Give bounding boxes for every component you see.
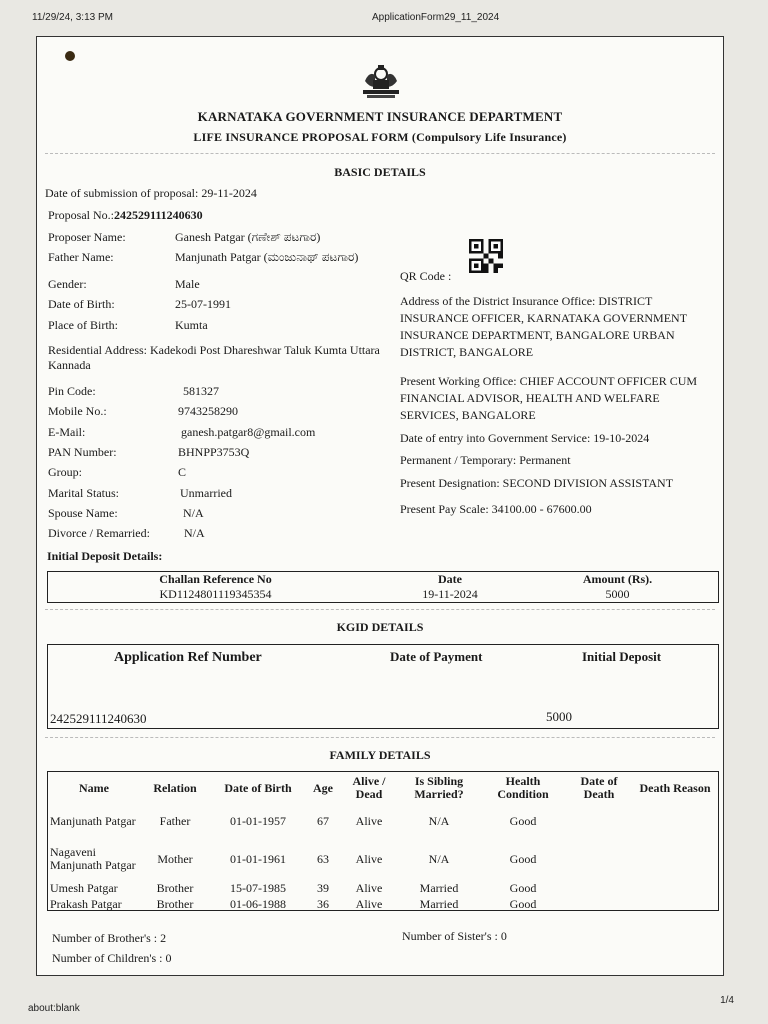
cell-name: Manjunath Patgar bbox=[50, 813, 136, 828]
divorce-label: Divorce / Remarried: bbox=[48, 526, 150, 540]
employment-type: Permanent / Temporary: Permanent bbox=[400, 453, 571, 467]
pan-label: PAN Number: bbox=[48, 445, 117, 459]
basic-details-heading: BASIC DETAILS bbox=[334, 165, 426, 179]
children-count: Number of Children's : 0 bbox=[52, 951, 172, 965]
date-value: 19-11-2024 bbox=[422, 587, 478, 601]
proposal-number-row bbox=[48, 208, 203, 223]
email-label: E-Mail: bbox=[48, 425, 86, 439]
email-value: ganesh.patgar8@gmail.com bbox=[181, 425, 316, 439]
cell-dob: 01-06-1988 bbox=[230, 896, 286, 911]
challan-header: Challan Reference No bbox=[159, 572, 272, 586]
dob-value: 25-07-1991 bbox=[175, 297, 231, 311]
residential-value: Kadekodi Post Dhareshwar Taluk Kumta Uttara Kannada bbox=[48, 343, 380, 372]
print-datetime: 11/29/24, 3:13 PM bbox=[32, 12, 113, 23]
cell-married: Married bbox=[419, 880, 459, 895]
sisters-count: Number of Sister's : 0 bbox=[402, 929, 507, 943]
qr-code-icon bbox=[469, 239, 503, 273]
cell-alive: Alive bbox=[355, 880, 383, 895]
table-row bbox=[48, 896, 718, 912]
cell-alive: Alive bbox=[355, 813, 383, 828]
service-entry-date: Date of entry into Government Service: 19-10-2024 bbox=[400, 431, 650, 445]
kgid-ref-value: 242529111240630 bbox=[50, 711, 147, 726]
district-office-address: Address of the District Insurance Office: DISTRICT INSURANCE OFFICER, KARNATAKA GOVERNMENT INSURANCE DEPARTMENT, BANGALORE URBAN DISTRICT, BANGALORE bbox=[400, 294, 687, 359]
divider bbox=[45, 737, 715, 738]
divorce-value: N/A bbox=[184, 526, 205, 540]
col-death-reason: Death Reason bbox=[639, 780, 711, 795]
cell-age: 67 bbox=[317, 813, 329, 828]
initial-deposit-heading: Initial Deposit Details: bbox=[47, 549, 163, 563]
cell-death-date bbox=[566, 896, 632, 912]
marital-label: Marital Status: bbox=[48, 486, 119, 500]
marital-value: Unmarried bbox=[180, 486, 232, 500]
brothers-count: Number of Brother's : 2 bbox=[52, 931, 167, 945]
proposal-label: Proposal No.: bbox=[48, 208, 114, 222]
form-title: LIFE INSURANCE PROPOSAL FORM (Compulsory Life Insurance) bbox=[193, 130, 567, 144]
gender-value: Male bbox=[175, 277, 200, 291]
cell-relation: Brother bbox=[156, 880, 194, 895]
col-age: Age bbox=[313, 780, 333, 795]
cell-relation: Mother bbox=[157, 851, 193, 866]
col-dob: Date of Birth bbox=[224, 780, 292, 795]
cell-death-reason bbox=[632, 880, 718, 896]
col-relation: Relation bbox=[153, 780, 197, 795]
kgid-ref-header: Application Ref Number bbox=[114, 650, 262, 665]
cell-married: Married bbox=[419, 896, 459, 911]
submission-value: 29-11-2024 bbox=[201, 186, 257, 200]
date-header: Date bbox=[438, 572, 462, 586]
gender-label: Gender: bbox=[48, 277, 87, 291]
table-row bbox=[48, 880, 718, 896]
family-heading: FAMILY DETAILS bbox=[329, 748, 431, 762]
cell-health: Good bbox=[509, 896, 537, 911]
cell-alive: Alive bbox=[355, 896, 383, 911]
proposer-name-value: Ganesh Patgar (ಗಣೇಶ್ ಪಟಗಾರ) bbox=[175, 230, 321, 244]
cell-death-date bbox=[566, 880, 632, 896]
cell-dob: 01-01-1957 bbox=[230, 813, 286, 828]
cell-death-date bbox=[566, 804, 632, 838]
cell-married: N/A bbox=[428, 851, 450, 866]
table-row bbox=[48, 804, 718, 838]
cell-age: 36 bbox=[317, 896, 329, 911]
family-header-row bbox=[48, 772, 718, 804]
cell-name: Prakash Patgar bbox=[50, 896, 122, 911]
family-table bbox=[48, 772, 718, 912]
print-page-number: 1/4 bbox=[720, 995, 734, 1006]
cell-death-reason bbox=[632, 896, 718, 912]
birthplace-label: Place of Birth: bbox=[48, 318, 118, 332]
pay-scale: Present Pay Scale: 34100.00 - 67600.00 bbox=[400, 502, 592, 516]
spouse-label: Spouse Name: bbox=[48, 506, 118, 520]
dob-label: Date of Birth: bbox=[48, 297, 115, 311]
pin-label: Pin Code: bbox=[48, 384, 96, 398]
divider bbox=[45, 153, 715, 154]
cell-relation: Brother bbox=[156, 896, 194, 911]
cell-death-reason bbox=[632, 838, 718, 880]
kgid-deposit-header: Initial Deposit bbox=[582, 649, 662, 664]
cell-age: 39 bbox=[317, 880, 329, 895]
proposer-name-label: Proposer Name: bbox=[48, 230, 126, 244]
working-office: Present Working Office: CHIEF ACCOUNT OFFICER CUM FINANCIAL ADVISOR, HEALTH AND WELFARE SERVICES, BANGALORE bbox=[400, 374, 698, 422]
cell-death-date bbox=[566, 838, 632, 880]
deposit-table bbox=[47, 571, 719, 603]
cell-married: N/A bbox=[428, 813, 450, 828]
print-doc-title: ApplicationForm29_11_2024 bbox=[372, 12, 500, 23]
cell-dob: 15-07-1985 bbox=[230, 880, 286, 895]
col-death-date: Date of Death bbox=[580, 774, 618, 801]
kgid-deposit-value: 5000 bbox=[546, 709, 572, 724]
residential-label: Residential Address: bbox=[48, 343, 147, 357]
amount-value: 5000 bbox=[605, 587, 630, 601]
punch-hole bbox=[65, 51, 75, 61]
cell-name: Umesh Patgar bbox=[50, 880, 118, 895]
divider bbox=[45, 609, 715, 610]
kgid-box bbox=[47, 644, 719, 729]
spouse-value: N/A bbox=[183, 506, 204, 520]
kgid-payment-header: Date of Payment bbox=[390, 649, 483, 664]
cell-health: Good bbox=[509, 851, 537, 866]
challan-value: KD1124801119345354 bbox=[159, 587, 272, 601]
group-label: Group: bbox=[48, 465, 82, 479]
kgid-heading: KGID DETAILS bbox=[336, 620, 424, 634]
cell-health: Good bbox=[509, 880, 537, 895]
form-sheet bbox=[36, 36, 724, 976]
mobile-value: 9743258290 bbox=[178, 404, 238, 418]
father-name-label: Father Name: bbox=[48, 250, 114, 264]
qr-code-label: QR Code : bbox=[400, 269, 452, 283]
submission-date-row bbox=[45, 186, 257, 201]
print-footer-url: about:blank bbox=[28, 1003, 80, 1014]
cell-dob: 01-01-1961 bbox=[230, 851, 286, 866]
table-row bbox=[48, 838, 718, 880]
proposal-value: 242529111240630 bbox=[114, 208, 203, 222]
pin-value: 581327 bbox=[183, 384, 219, 398]
cell-age: 63 bbox=[317, 851, 329, 866]
col-alive: Alive / Dead bbox=[352, 774, 386, 801]
col-name: Name bbox=[79, 780, 109, 795]
mobile-label: Mobile No.: bbox=[48, 404, 107, 418]
cell-health: Good bbox=[509, 813, 537, 828]
state-emblem-icon bbox=[357, 61, 405, 101]
department-title: KARNATAKA GOVERNMENT INSURANCE DEPARTMENT bbox=[197, 109, 563, 124]
group-value: C bbox=[178, 465, 187, 479]
father-name-value: Manjunath Patgar (ಮಂಜುನಾಥ್ ಪಟಗಾರ) bbox=[175, 250, 359, 264]
residential-address bbox=[48, 343, 394, 373]
amount-header: Amount (Rs). bbox=[582, 572, 653, 586]
col-health: Health Condition bbox=[497, 774, 549, 801]
submission-label: Date of submission of proposal: bbox=[45, 186, 199, 200]
cell-death-reason bbox=[632, 804, 718, 838]
col-sibling-married: Is Sibling Married? bbox=[414, 774, 464, 801]
cell-name: Nagaveni Manjunath Patgar bbox=[50, 845, 136, 872]
family-table-box bbox=[47, 771, 719, 911]
birthplace-value: Kumta bbox=[175, 318, 208, 332]
cell-relation: Father bbox=[159, 813, 191, 828]
designation: Present Designation: SECOND DIVISION ASSISTANT bbox=[400, 476, 674, 490]
cell-alive: Alive bbox=[355, 851, 383, 866]
pan-value: BHNPP3753Q bbox=[178, 445, 250, 459]
